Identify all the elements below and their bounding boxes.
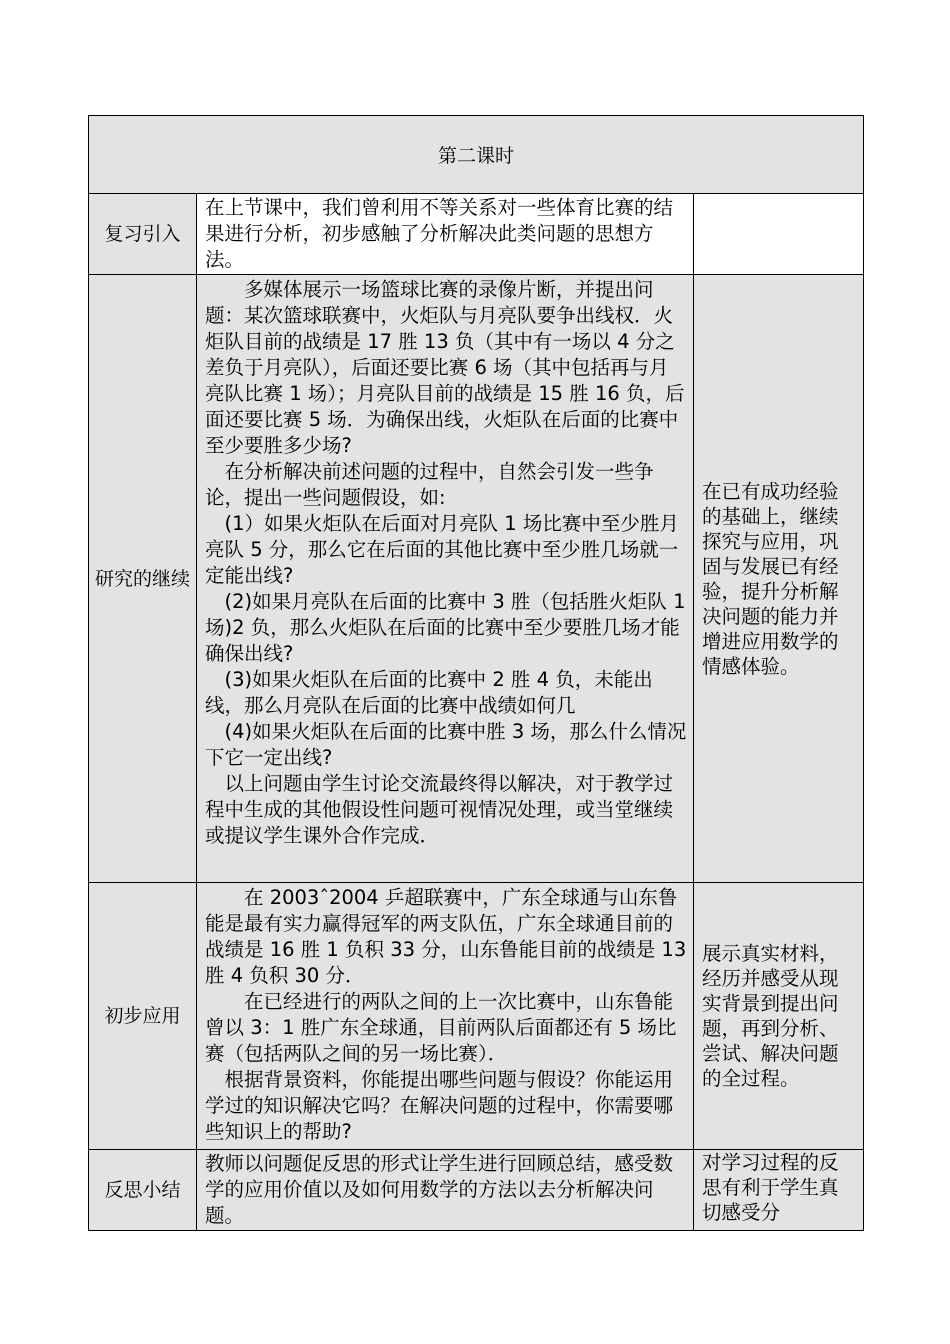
content-paragraph: (4)如果火炬队在后面的比赛中胜 3 场，那么什么情况下它一定出线?: [205, 720, 687, 769]
row-note: 在已有成功经验的基础上，继续探究与应用，巩固与发展已有经验，提升分析解决问题的能力并增进应用数学的情感体验。: [694, 275, 864, 883]
content-paragraph: 教师以问题促反思的形式让学生进行回顾总结，感受数学的应用价值以及如何用数学的方法以去分析解决问题。: [205, 1152, 674, 1227]
row-label: 复习引入: [89, 194, 197, 275]
content-paragraph: (1）如果火炬队在后面对月亮队 1 场比赛中至少胜月亮队 5 分，那么它在后面的其他比赛中至少胜几场就一定能出线?: [205, 512, 679, 587]
content-paragraph: 在分析解决前述问题的过程中，自然会引发一些争论，提出一些问题假设，如:: [205, 460, 654, 509]
content-paragraph: 在已经进行的两队之间的上一次比赛中，山东鲁能曾以 3：1 胜广东全球通，目前两队后面都还有 5 场比赛（包括两队之间的另一场比赛）．: [205, 990, 677, 1065]
row-label: 反思小结: [89, 1150, 197, 1231]
content-paragraph: (3)如果火炬队在后面的比赛中 2 胜 4 负，未能出线，那么月亮队在后面的比赛中战绩如何几: [205, 668, 653, 717]
row-note: 展示真实材料，经历并感受从现实背景到提出问题，再到分析、尝试、解决问题的全过程。: [694, 883, 864, 1150]
row-content: [197, 194, 694, 275]
content-paragraph: 根据背景资料，你能提出哪些问题与假设？你能运用学过的知识解决它吗？在解决问题的过程中，你需要哪些知识上的帮助?: [205, 1068, 674, 1143]
table-row: [89, 1150, 864, 1231]
row-content: [197, 275, 694, 883]
content-paragraph: 以上问题由学生讨论交流最终得以解决，对于教学过程中生成的其他假设性问题可视情况处理，或当堂继续或提议学生课外合作完成．: [205, 772, 674, 847]
table-row: [89, 275, 864, 883]
row-content: [197, 1150, 694, 1231]
content-paragraph: (2)如果月亮队在后面的比赛中 3 胜（包括胜火炬队 1 场)2 负，那么火炬队在后面的比赛中至少要胜几场才能确保出线?: [205, 590, 686, 665]
row-label: 初步应用: [89, 883, 197, 1150]
content-paragraph: 在上节课中，我们曾利用不等关系对一些体育比赛的结果进行分析，初步感触了分析解决此类问题的思想方法。: [205, 196, 674, 271]
title-row: [89, 116, 864, 194]
table-row: [89, 194, 864, 275]
content-paragraph: 多媒体展示一场篮球比赛的录像片断，并提出问题：某次篮球联赛中，火炬队与月亮队要争出线权．火炬队目前的战绩是 17 胜 13 负（其中有一场以 4 分之差负于月亮队），后面还要比赛 6 场（其中包括再与月亮队比赛 1 场）；月亮队目前的战绩是 15 胜 16 负，后面还要比赛 5 场．为确保出线，火炬队在后面的比赛中至少要胜多少场?: [205, 278, 685, 457]
row-note: 对学习过程的反思有利于学生真切感受分: [694, 1150, 864, 1231]
row-label: 研究的继续: [89, 275, 197, 883]
lesson-plan-table: [88, 115, 864, 1231]
content-paragraph: 在 2003ˆ2004 乒超联赛中，广东全球通与山东鲁能是最有实力赢得冠军的两支队伍，广东全球通目前的战绩是 16 胜 1 负积 33 分，山东鲁能目前的战绩是 13 胜 4 负积 30 分．: [205, 886, 687, 987]
table-row: [89, 883, 864, 1150]
lesson-title: 第二课时: [89, 116, 864, 194]
row-note: [694, 194, 864, 275]
row-content: [197, 883, 694, 1150]
